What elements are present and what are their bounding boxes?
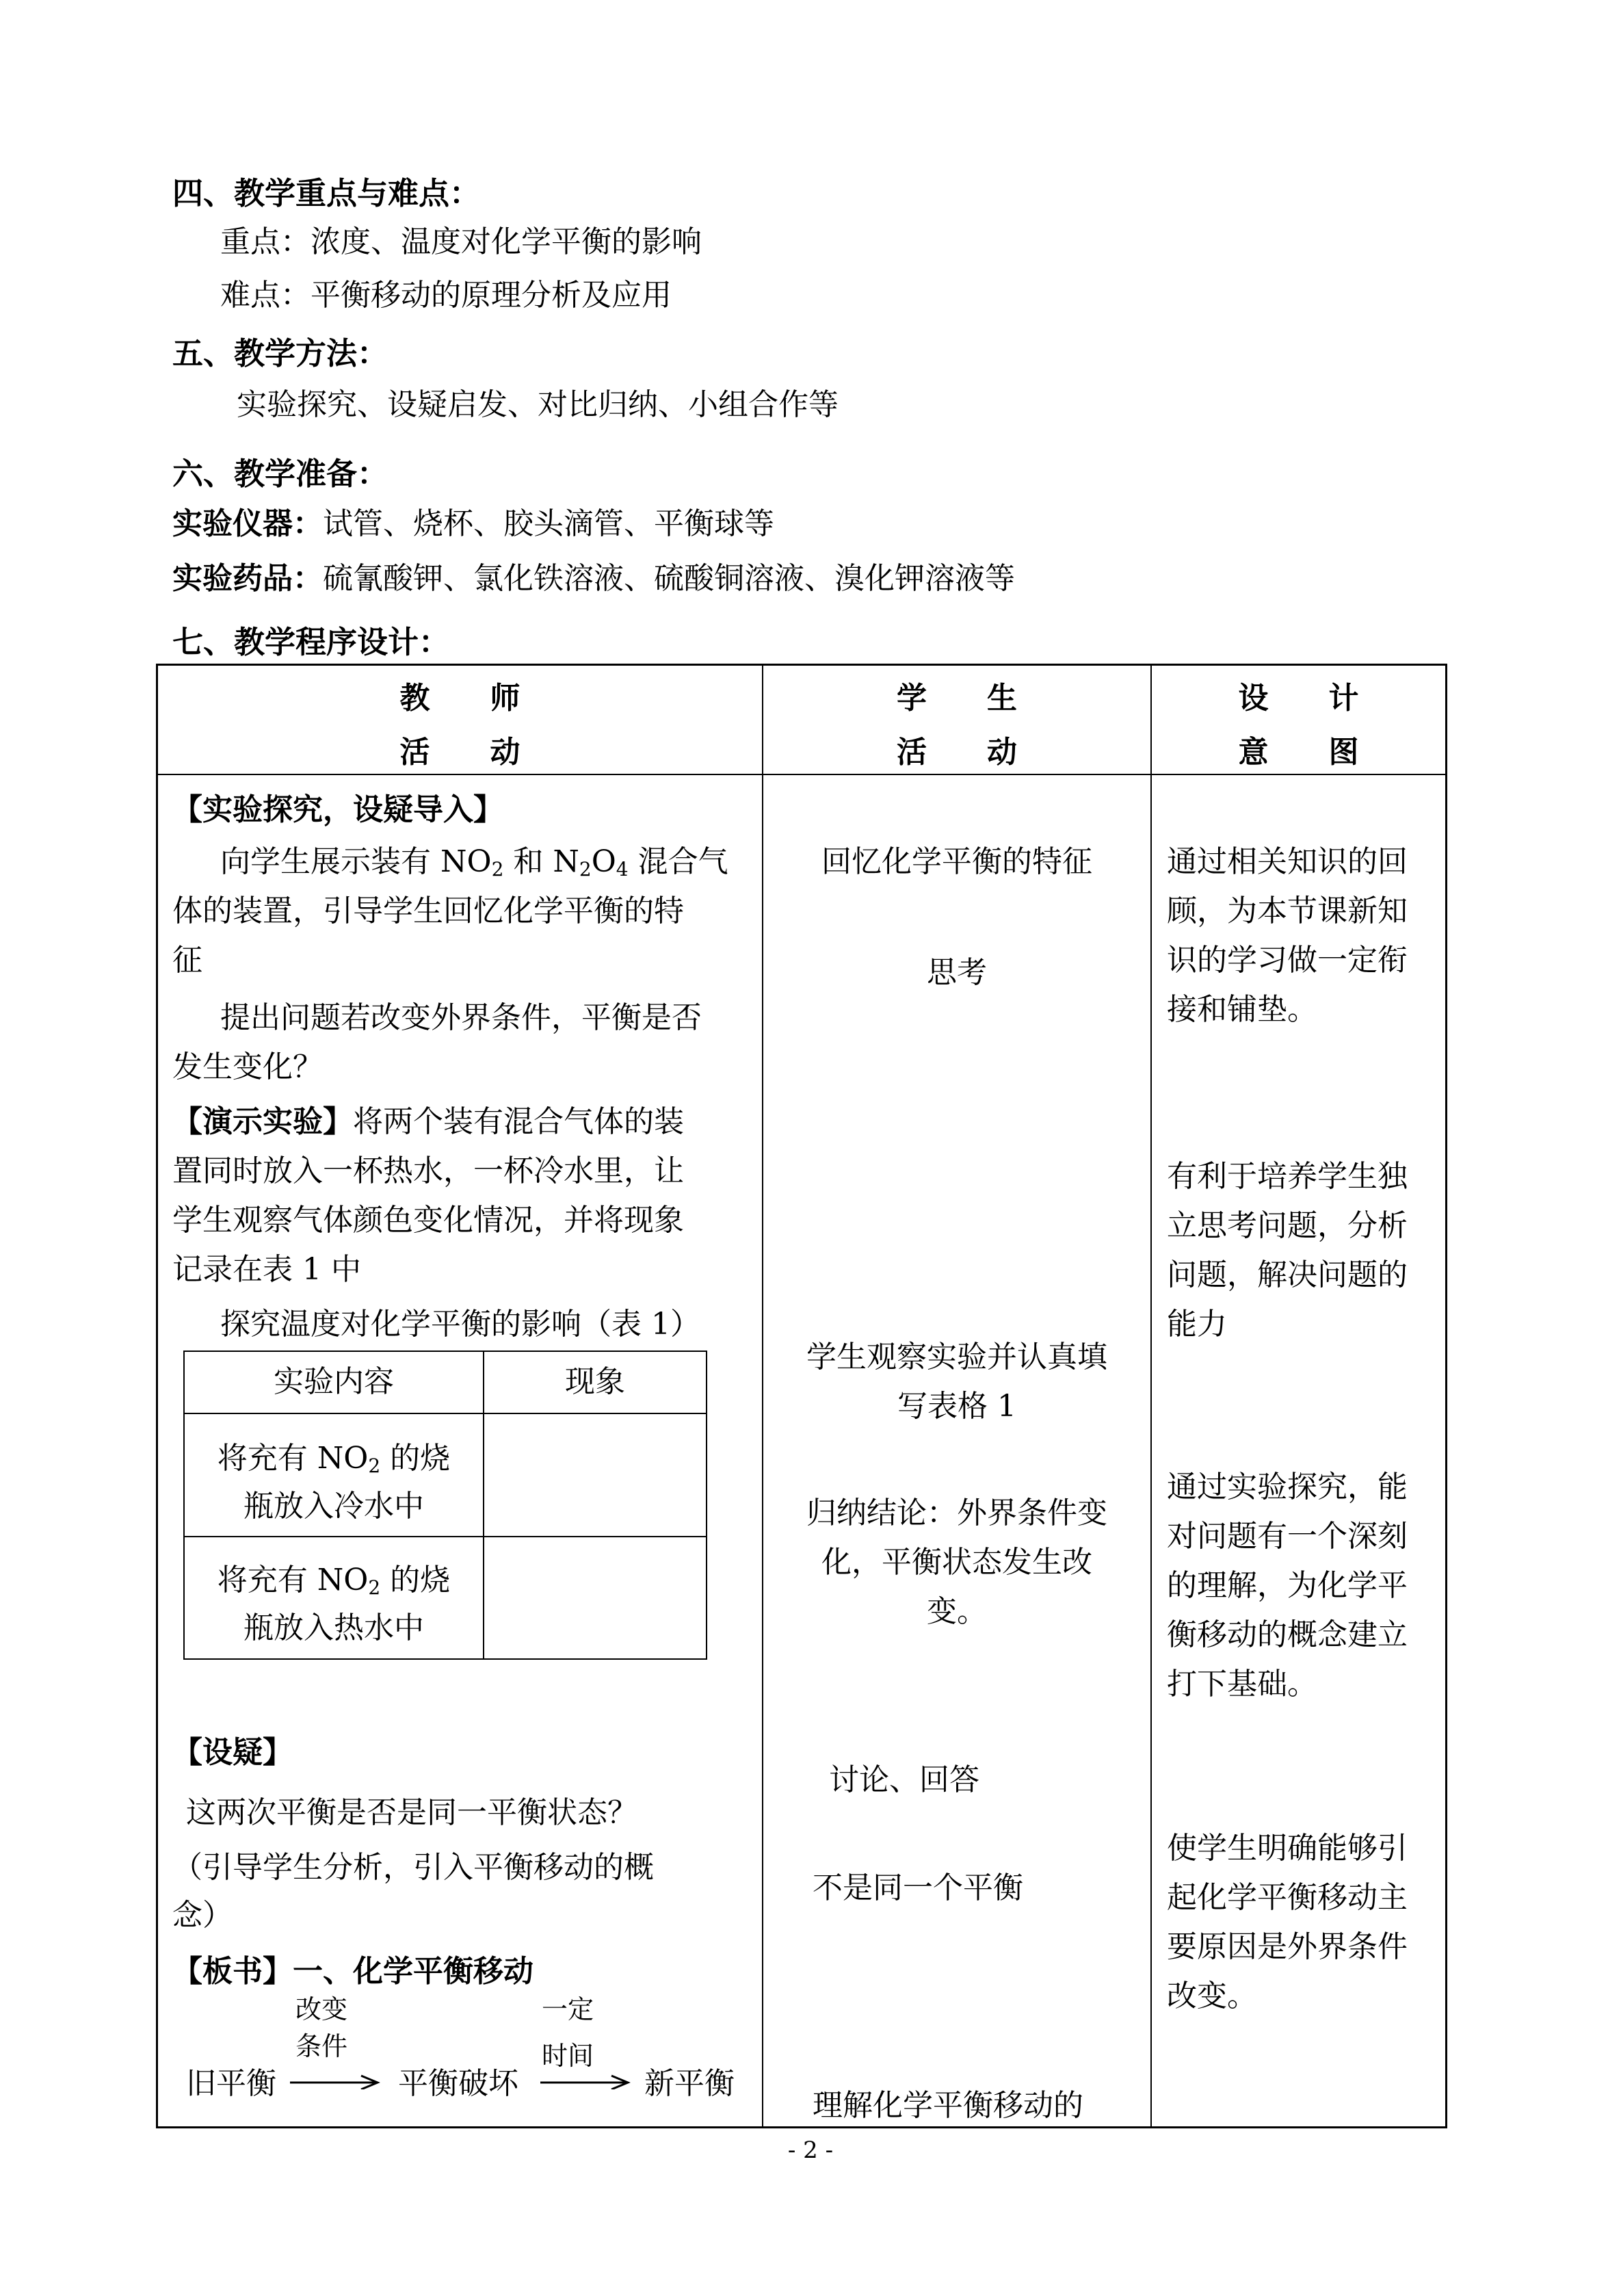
inner-row1-line2: 瓶放入冷水中 bbox=[243, 1489, 424, 1524]
inner-row2-line1: 将充有 $NO_2$ 的烧 bbox=[217, 1563, 451, 1599]
page-number: - 2 - bbox=[787, 2137, 834, 2164]
student-discuss: 讨论、回答 bbox=[829, 1762, 979, 1797]
flow-arrow-2 bbox=[540, 2073, 631, 2089]
question-label: 【设疑】 bbox=[172, 1735, 293, 1770]
student-recall: 回忆化学平衡的特征 bbox=[821, 844, 1092, 879]
key-point: 重点：浓度、温度对化学平衡的影响 bbox=[220, 224, 702, 259]
header-teacher-line1: 教 师 bbox=[399, 681, 520, 716]
header-student-line2: 活 动 bbox=[897, 735, 1017, 770]
teacher-p2-line2: 发生变化？ bbox=[172, 1049, 323, 1084]
section6-title: 六、教学准备： bbox=[172, 456, 388, 492]
design-1-line1: 通过相关知识的回 bbox=[1167, 844, 1408, 879]
question-line1: 这两次平衡是否是同一平衡状态？ bbox=[186, 1795, 637, 1830]
design-1-line3: 识的学习做一定衔 bbox=[1167, 943, 1408, 978]
teacher-p2-line1: 提出问题若改变外界条件，平衡是否 bbox=[220, 1000, 702, 1035]
design-3-line1: 通过实验探究，能 bbox=[1167, 1470, 1408, 1504]
header-teacher-line2: 活 动 bbox=[399, 735, 520, 770]
heading-experiment-inquiry: 【实验探究，设疑导入】 bbox=[172, 792, 503, 827]
inner-row2-line2: 瓶放入热水中 bbox=[243, 1610, 424, 1645]
teacher-p1-line3: 征 bbox=[172, 943, 202, 978]
inner-row1-line1: 将充有 $NO_2$ 的烧 bbox=[217, 1441, 451, 1477]
header-student-line1: 学 生 bbox=[897, 681, 1017, 716]
instruments-text: 试管、烧杯、胶头滴管、平衡球等 bbox=[323, 506, 774, 541]
flow-new-equilibrium: 新平衡 bbox=[644, 2066, 735, 2101]
student-understand: 理解化学平衡移动的 bbox=[813, 2088, 1083, 2123]
design-1-line2: 顾，为本节课新知 bbox=[1167, 893, 1408, 928]
demo-line2: 置同时放入一杯热水，一杯冷水里，让 bbox=[172, 1153, 684, 1188]
header-design-line2: 意 图 bbox=[1238, 735, 1359, 770]
demo-line4: 记录在表 1 中 bbox=[172, 1252, 361, 1287]
section4-title: 四、教学重点与难点： bbox=[172, 175, 481, 211]
design-3-line3: 的理解，为化学平 bbox=[1167, 1568, 1408, 1603]
teaching-methods: 实验探究、设疑启发、对比归纳、小组合作等 bbox=[237, 387, 839, 422]
instruments-line bbox=[172, 499, 774, 549]
student-conclude-line1: 归纳结论：外界条件变 bbox=[806, 1496, 1107, 1530]
reagents-label: 实验药品： bbox=[172, 561, 323, 596]
flow-arrow-1 bbox=[290, 2073, 380, 2089]
design-3-line4: 衡移动的概念建立 bbox=[1167, 1617, 1408, 1652]
design-2-line1: 有利于培养学生独 bbox=[1167, 1159, 1408, 1194]
section7-title: 七、教学程序设计： bbox=[172, 624, 450, 660]
header-design-line1: 设 计 bbox=[1238, 681, 1359, 716]
flow-time-line2: 时间 bbox=[542, 2041, 594, 2071]
student-conclude-line3: 变。 bbox=[927, 1594, 987, 1629]
reagents-line bbox=[172, 554, 1015, 603]
teacher-p1-line1: 向学生展示装有 $NO_2$ 和 $N_2O_4$ 混合气 bbox=[220, 844, 728, 880]
flow-broken-equilibrium: 平衡破坏 bbox=[398, 2066, 518, 2101]
design-2-line2: 立思考问题，分析 bbox=[1167, 1208, 1408, 1243]
explore-caption: 探究温度对化学平衡的影响（表 1） bbox=[220, 1307, 700, 1342]
inner-header-content: 实验内容 bbox=[274, 1364, 394, 1399]
student-think: 思考 bbox=[927, 955, 987, 990]
student-observe-line2: 写表格 1 bbox=[897, 1389, 1016, 1424]
design-1-line4: 接和铺垫。 bbox=[1167, 992, 1317, 1027]
design-4-line1: 使学生明确能够引 bbox=[1167, 1831, 1408, 1866]
flow-condition-line2: 条件 bbox=[295, 2031, 348, 2061]
design-3-line5: 打下基础。 bbox=[1167, 1667, 1317, 1701]
demo-label: 【演示实验】 bbox=[172, 1104, 353, 1139]
section5-title: 五、教学方法： bbox=[172, 335, 388, 371]
flow-condition-line1: 改变 bbox=[295, 1994, 348, 2024]
board-heading: 【板书】一、化学平衡移动 bbox=[172, 1954, 533, 1989]
design-2-line4: 能力 bbox=[1167, 1307, 1227, 1342]
student-observe-line1: 学生观察实验并认真填 bbox=[806, 1340, 1107, 1374]
design-4-line3: 要原因是外界条件 bbox=[1167, 1929, 1408, 1964]
inner-header-phenomenon: 现象 bbox=[565, 1364, 625, 1399]
student-not-same: 不是同一个平衡 bbox=[813, 1870, 1023, 1905]
question-line3: 念） bbox=[172, 1898, 233, 1933]
instruments-label: 实验仪器： bbox=[172, 506, 323, 541]
design-3-line2: 对问题有一个深刻 bbox=[1167, 1519, 1408, 1554]
design-4-line2: 起化学平衡移动主 bbox=[1167, 1880, 1408, 1915]
flow-time-line1: 一定 bbox=[542, 1994, 594, 2024]
question-line2: （引导学生分析，引入平衡移动的概 bbox=[172, 1850, 654, 1885]
design-4-line4: 改变。 bbox=[1167, 1979, 1257, 2013]
student-conclude-line2: 化，平衡状态发生改 bbox=[821, 1545, 1092, 1580]
flow-old-equilibrium: 旧平衡 bbox=[186, 2066, 276, 2101]
design-2-line3: 问题，解决问题的 bbox=[1167, 1257, 1408, 1292]
teacher-p1-line2: 体的装置，引导学生回忆化学平衡的特 bbox=[172, 893, 684, 928]
demo-line3: 学生观察气体颜色变化情况，并将现象 bbox=[172, 1203, 684, 1238]
demo-line1: 【演示实验】将两个装有混合气体的装 bbox=[172, 1104, 684, 1139]
difficult-point: 难点：平衡移动的原理分析及应用 bbox=[220, 278, 672, 313]
reagents-text: 硫氰酸钾、氯化铁溶液、硫酸铜溶液、溴化钾溶液等 bbox=[323, 561, 1015, 596]
